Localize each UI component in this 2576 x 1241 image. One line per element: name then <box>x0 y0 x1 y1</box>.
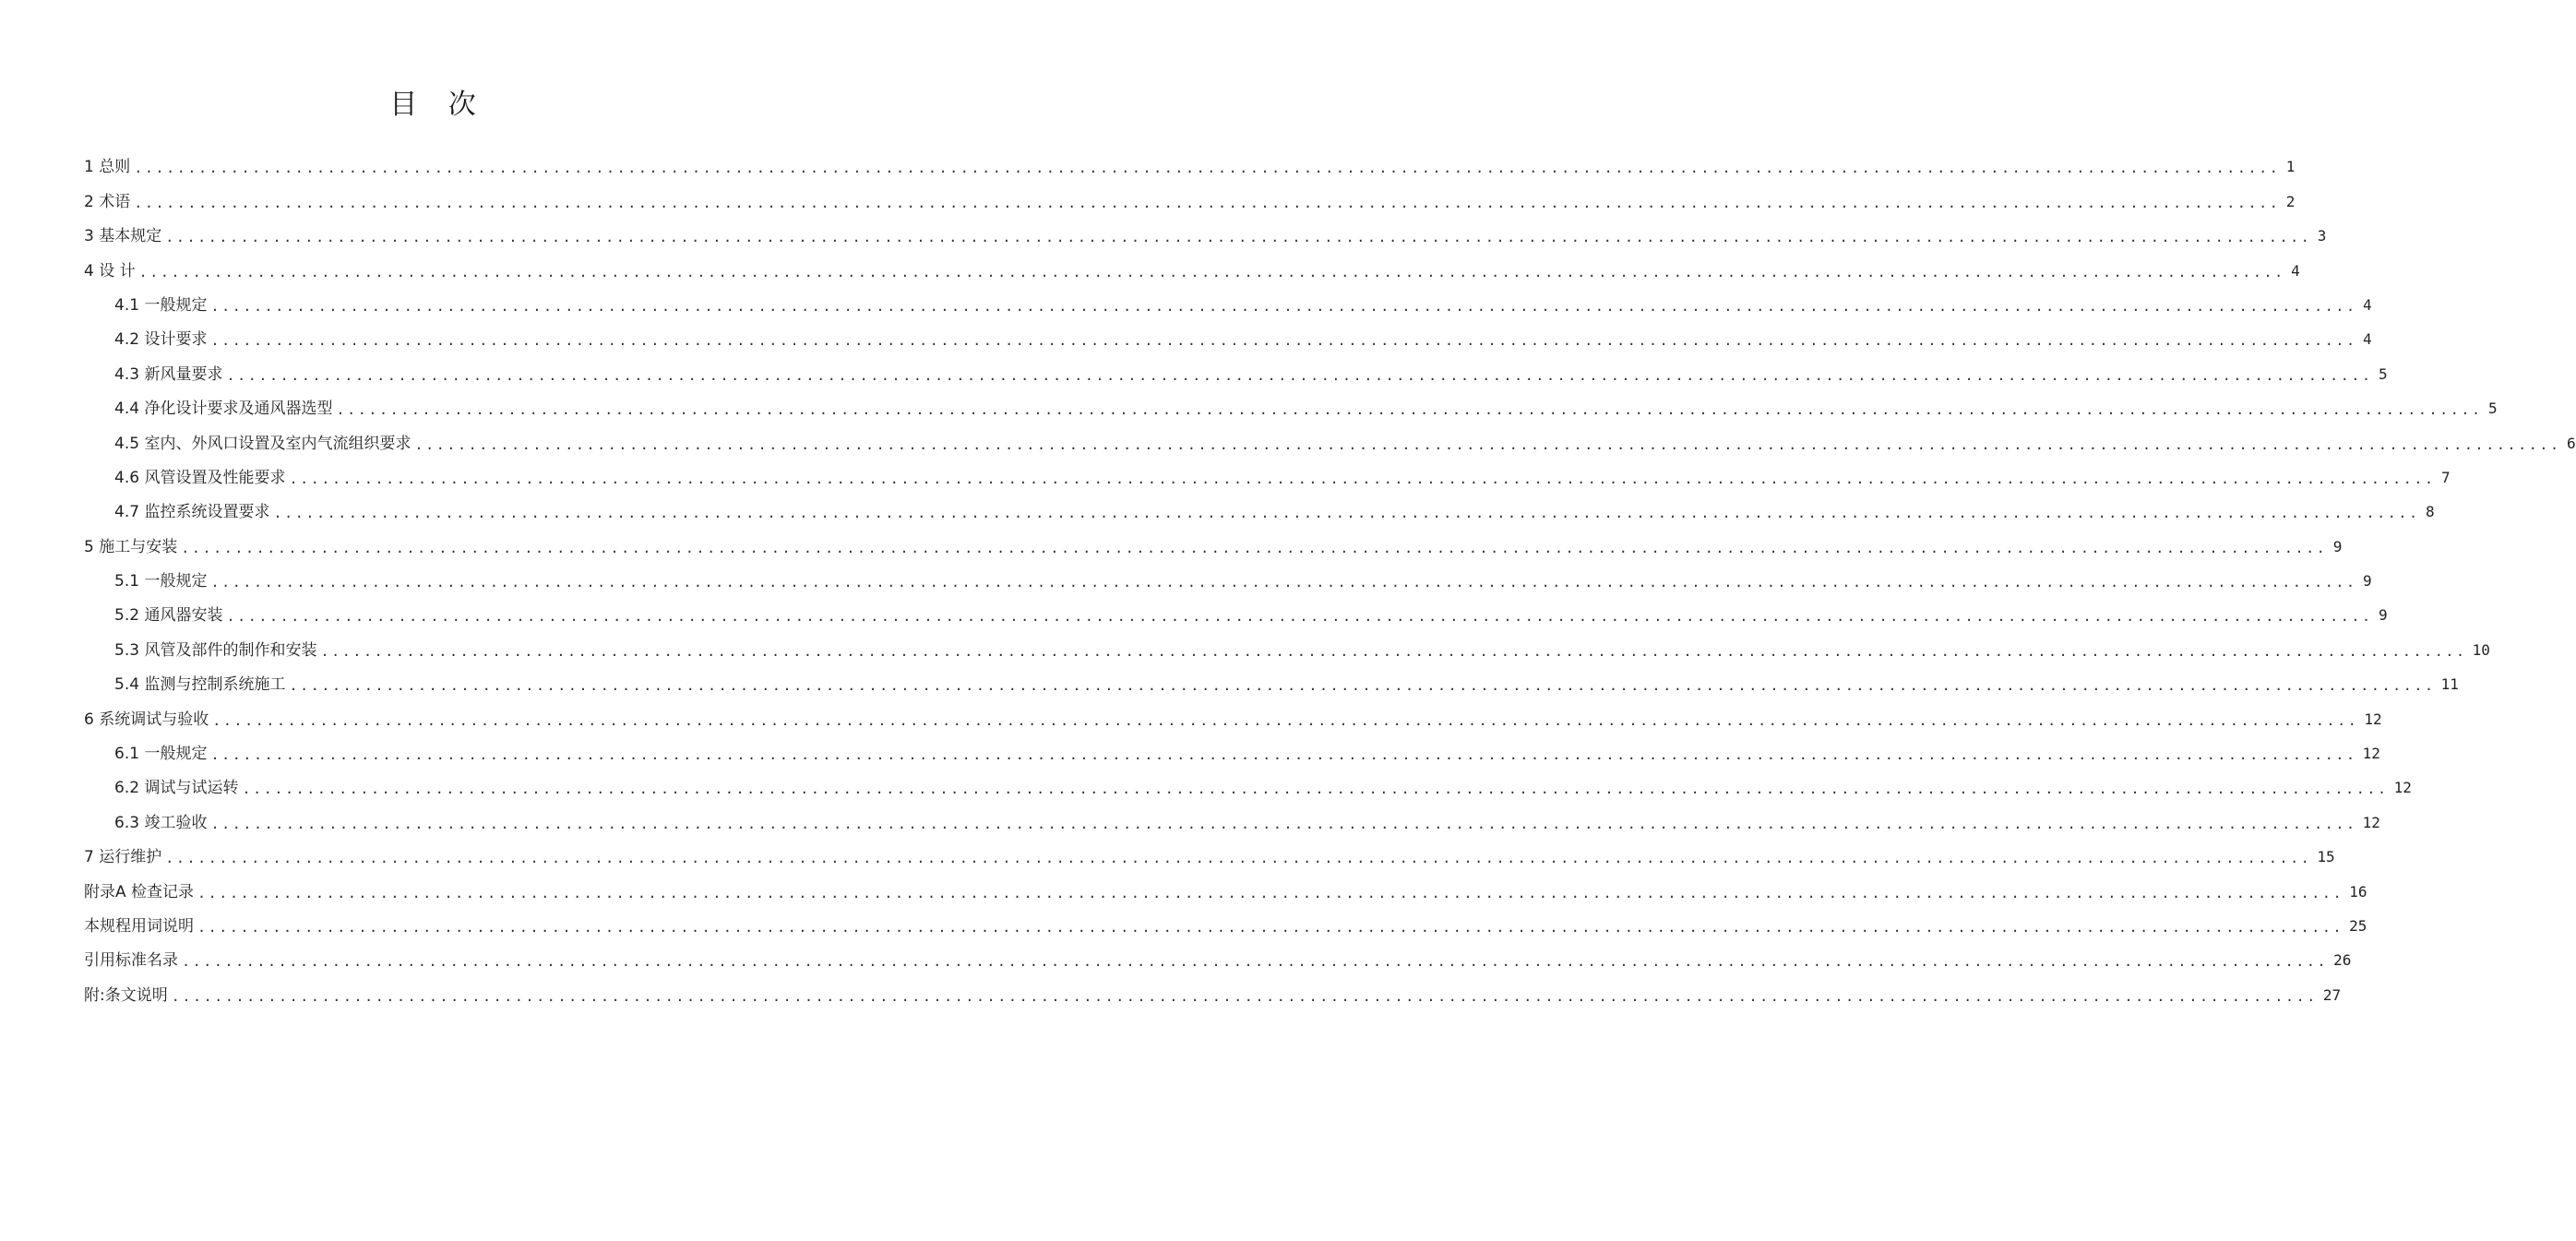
toc-dot-leader: ........................................................................................................................................................................................................ <box>165 850 2312 867</box>
toc-entry-label: 附录A 检查记录 <box>84 882 195 901</box>
toc-dot-leader: ........................................................................................................................................................................................................ <box>210 332 2357 350</box>
toc-entry <box>84 699 2382 734</box>
toc-entry-label: 5.4 监测与控制系统施工 <box>114 675 286 695</box>
toc-entry <box>84 734 2380 769</box>
toc-entry-page-number: 12 <box>2393 779 2412 797</box>
toc-entry-label: 4.2 设计要求 <box>114 330 208 350</box>
toc-entry-label: 2 术语 <box>84 192 131 211</box>
toc-entry-page-number: 4 <box>2362 295 2372 314</box>
toc-dot-leader: ........................................................................................................................................................................................................ <box>212 711 2359 729</box>
toc-entry <box>84 872 2367 906</box>
toc-dot-leader: ........................................................................................................................................................................................................ <box>138 263 2285 280</box>
toc-entry-label: 6.2 调试与试运转 <box>114 779 239 798</box>
toc-entry-label: 6.3 竣工验收 <box>114 813 208 832</box>
toc-entry-page-number: 4 <box>2291 261 2300 280</box>
toc-entry <box>84 769 2412 803</box>
toc-dot-leader: ........................................................................................................................................................................................................ <box>210 815 2357 832</box>
toc-entry-page-number: 12 <box>2362 745 2380 763</box>
toc-entry-label: 引用标准名录 <box>84 951 178 971</box>
toc-entry-page-number: 26 <box>2333 951 2352 970</box>
toc-dot-leader: ........................................................................................................................................................................................................ <box>165 229 2312 246</box>
toc-entry <box>84 251 2300 285</box>
toc-entry <box>84 354 2388 388</box>
toc-entry <box>84 182 2296 216</box>
toc-entry-page-number: 12 <box>2364 710 2382 728</box>
toc-dot-leader: ........................................................................................................................................................................................................ <box>197 918 2344 936</box>
toc-entry <box>84 562 2372 596</box>
toc-entry-page-number: 7 <box>2440 468 2451 486</box>
toc-entry <box>84 424 2576 458</box>
toc-entry-page-number: 16 <box>2349 882 2367 901</box>
toc-entry <box>84 527 2343 561</box>
toc-entry-page-number: 9 <box>2332 537 2343 555</box>
toc-entry-page-number: 9 <box>2362 572 2372 591</box>
toc-entry-label: 1 总则 <box>84 158 131 177</box>
toc-dot-leader: ........................................................................................................................................................................................................ <box>289 677 2436 695</box>
toc-entry <box>84 459 2451 493</box>
toc-dot-leader: ........................................................................................................................................................................................................ <box>210 746 2357 764</box>
toc-entry-label: 4.3 新风量要求 <box>114 364 223 384</box>
toc-dot-leader: ........................................................................................................................................................................................................ <box>182 953 2329 971</box>
toc-entry <box>84 217 2327 251</box>
toc-entry <box>84 907 2367 941</box>
toc-entry-label: 本规程用词说明 <box>84 916 194 936</box>
toc-entry-label: 5.2 通风器安装 <box>114 606 223 626</box>
toc-entry-page-number: 27 <box>2322 985 2342 1004</box>
toc-entry-page-number: 5 <box>2378 364 2388 383</box>
toc-entry-page-number: 3 <box>2317 227 2327 245</box>
toc-dot-leader: ........................................................................................................................................................................................................ <box>210 574 2357 591</box>
toc-entry-label: 4.4 净化设计要求及通风器选型 <box>114 400 333 419</box>
toc-entry <box>84 493 2435 527</box>
toc-entry-label: 3 基本规定 <box>84 227 162 246</box>
toc-entry-page-number: 5 <box>2487 400 2498 418</box>
toc-dot-leader: ........................................................................................................................................................................................................ <box>134 194 2281 211</box>
toc-dot-leader: ........................................................................................................................................................................................................ <box>336 401 2483 419</box>
toc-entry-label: 5.3 风管及部件的制作和安装 <box>114 640 317 660</box>
toc-entry-label: 4.7 监控系统设置要求 <box>114 503 270 522</box>
toc-dot-leader: ........................................................................................................................................................................................................ <box>210 297 2357 315</box>
toc-entry <box>84 596 2388 630</box>
toc-entry <box>84 665 2459 699</box>
toc-entry-label: 5 施工与安装 <box>84 537 178 556</box>
toc-entry <box>84 838 2335 872</box>
toc-entry-label: 4.6 风管设置及性能要求 <box>114 468 286 487</box>
toc-entry-label: 4.1 一般规定 <box>114 295 208 315</box>
toc-dot-leader: ........................................................................................................................................................................................................ <box>242 781 2389 798</box>
toc-entry <box>84 941 2352 975</box>
toc-entry-page-number: 9 <box>2378 606 2388 625</box>
toc-dot-leader: ........................................................................................................................................................................................................ <box>226 366 2373 384</box>
toc-entry <box>84 630 2490 664</box>
table-of-contents <box>84 148 2576 1010</box>
toc-entry-page-number: 8 <box>2425 503 2435 521</box>
toc-entry-page-number: 6 <box>2566 434 2576 452</box>
toc-entry-label: 5.1 一般规定 <box>114 572 208 591</box>
toc-entry-label: 4 设 计 <box>84 261 136 280</box>
toc-dot-leader: ........................................................................................................................................................................................................ <box>171 987 2318 1005</box>
toc-entry-page-number: 1 <box>2285 158 2296 176</box>
toc-entry-page-number: 12 <box>2362 813 2380 831</box>
toc-entry <box>84 320 2372 354</box>
page-title: 目 次 <box>389 89 487 121</box>
toc-entry-label: 附:条文说明 <box>84 985 168 1005</box>
toc-dot-leader: ........................................................................................................................................................................................................ <box>289 470 2436 487</box>
toc-dot-leader: ........................................................................................................................................................................................................ <box>197 884 2344 901</box>
toc-entry-label: 6 系统调试与验收 <box>84 710 209 729</box>
toc-entry-label: 6.1 一般规定 <box>114 745 208 764</box>
toc-dot-leader: ........................................................................................................................................................................................................ <box>414 436 2561 453</box>
toc-dot-leader: ........................................................................................................................................................................................................ <box>273 505 2420 522</box>
toc-entry-label: 4.5 室内、外风口设置及室内气流组织要求 <box>114 434 411 453</box>
toc-entry-label: 7 运行维护 <box>84 848 162 867</box>
toc-entry <box>84 148 2296 182</box>
toc-entry-page-number: 15 <box>2317 848 2335 866</box>
toc-entry-page-number: 2 <box>2285 192 2296 210</box>
toc-dot-leader: ........................................................................................................................................................................................................ <box>320 642 2467 660</box>
toc-entry-page-number: 4 <box>2362 330 2372 349</box>
toc-entry-page-number: 11 <box>2440 675 2459 694</box>
toc-dot-leader: ........................................................................................................................................................................................................ <box>181 539 2328 556</box>
toc-dot-leader: ........................................................................................................................................................................................................ <box>226 608 2373 626</box>
toc-entry <box>84 286 2372 320</box>
toc-entry <box>84 803 2380 837</box>
toc-entry-page-number: 25 <box>2349 916 2367 935</box>
toc-dot-leader: ........................................................................................................................................................................................................ <box>134 160 2281 177</box>
toc-entry <box>84 975 2342 1009</box>
toc-entry-page-number: 10 <box>2472 640 2490 659</box>
toc-entry <box>84 389 2498 424</box>
